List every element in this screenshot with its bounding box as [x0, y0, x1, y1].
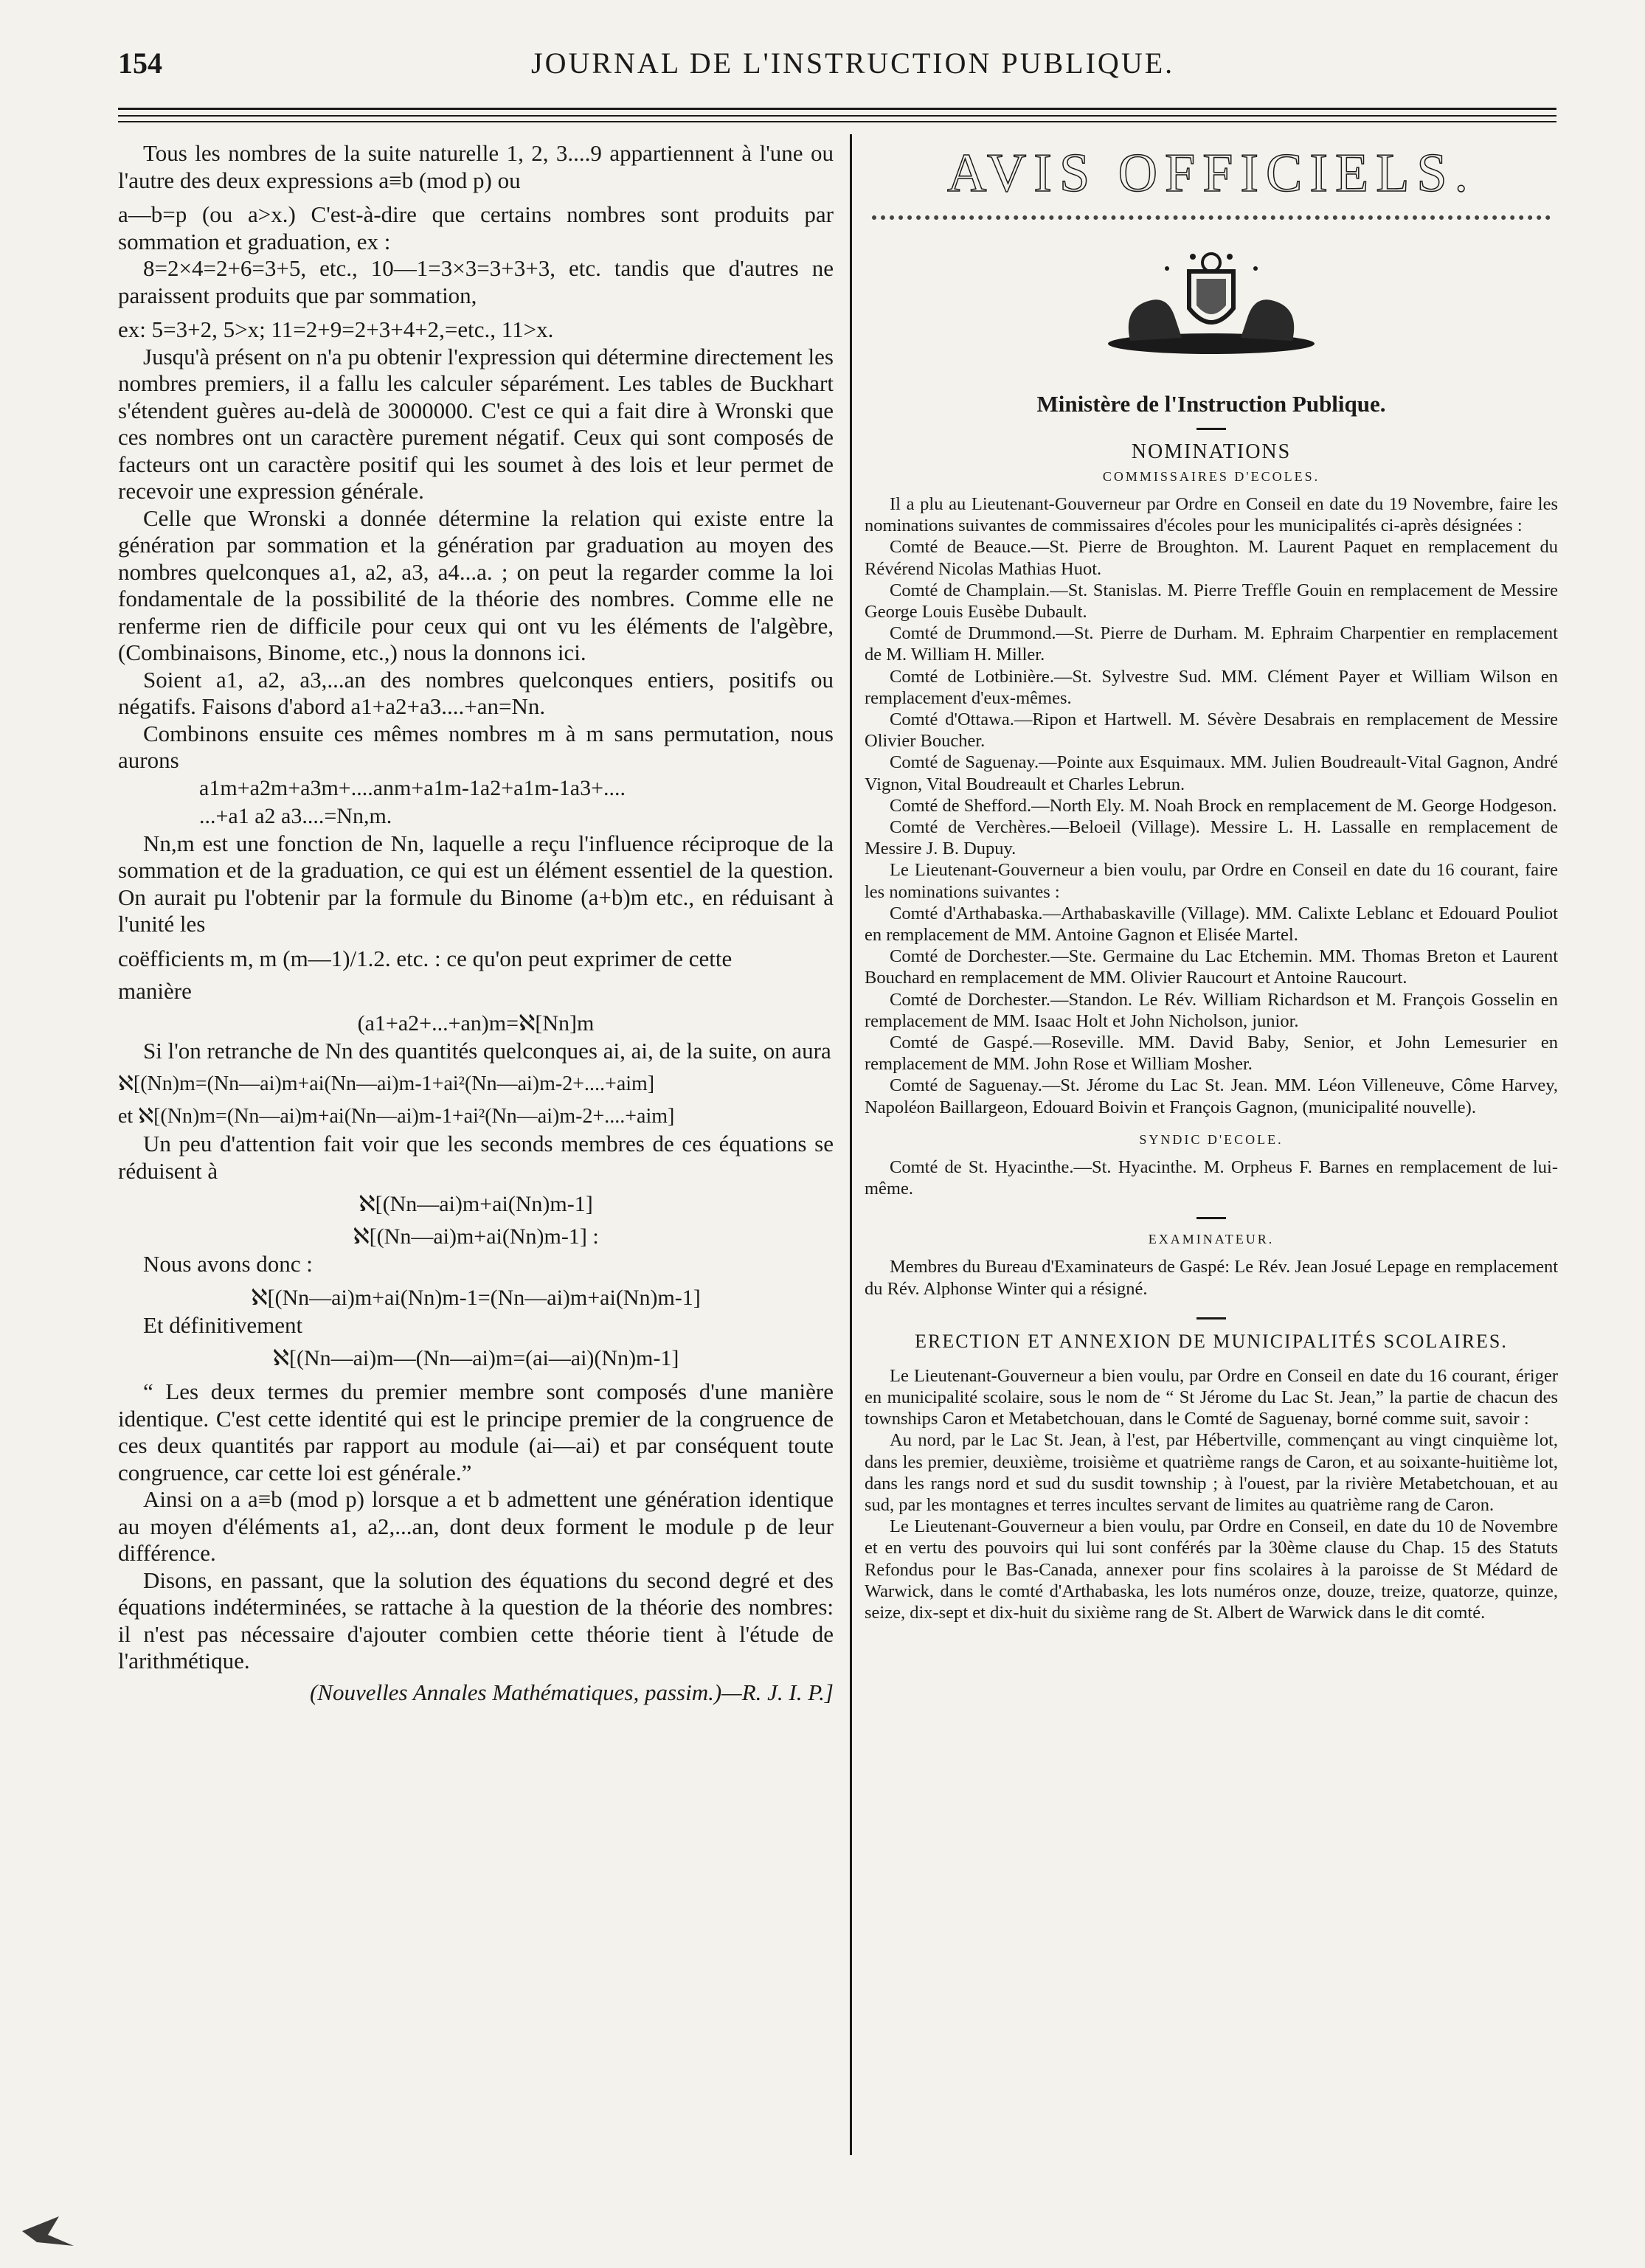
notice-paragraph: Au nord, par le Lac St. Jean, à l'est, par Hébertville, commençant au vingt cinquième lot, dans les premier, deuxième, troisième et quatrième rangs de Caron, et au soixante-huitième lot, dans les rangs nord et sud du susdit township ; à l'ouest, par la rivière Metabetchouan, et au sud, par les montagnes et terres incultes servant de limites au quatrième rang de Caron.: [865, 1430, 1558, 1515]
divider: [1196, 1317, 1226, 1319]
dotted-rule: [872, 215, 1551, 220]
commissaires-heading: COMMISSAIRES D'ECOLES.: [1102, 469, 1320, 484]
equation: ℵ[(Nn)m=(Nn—ai)m+ai(Nn—ai)m-1+ai²(Nn—ai)m-2+....+aim]: [118, 1072, 655, 1095]
paragraph: manière: [118, 978, 192, 1004]
paragraph: 8=2×4=2+6=3+5, etc., 10—1=3×3=3+3+3, etc. tandis que d'autres ne paraissent produits que par sommation,: [118, 255, 834, 308]
notice-paragraph: Comté de Shefford.—North Ely. M. Noah Brock en remplacement de M. George Hodgeson.: [890, 795, 1557, 816]
equation: ℵ[(Nn—ai)m+ai(Nn)m-1=(Nn—ai)m+ai(Nn)m-1]: [251, 1285, 701, 1310]
notice-paragraph: Comté de Saguenay.—St. Jérome du Lac St. Jean. MM. Léon Villeneuve, Côme Harvey, Napoléon Baillargeon, Edouard Boivin et François Gagnon, (municipalité nouvelle).: [865, 1075, 1558, 1117]
paragraph: Ainsi on a a≡b (mod p) lorsque a et b admettent une génération identique au moyen d'éléments a1, a2,...an, dont deux forment le module p de leur différence.: [118, 1486, 834, 1566]
paragraph: coëfficients m, m (m—1)/1.2. etc. : ce qu'on peut exprimer de cette: [118, 945, 733, 971]
equation: et ℵ[(Nn)m=(Nn—ai)m+ai(Nn—ai)m-1+ai²(Nn—ai)m-2+....+aim]: [118, 1105, 675, 1128]
notice-paragraph: Le Lieutenant-Gouverneur a bien voulu, par Ordre en Conseil en date du 16 courant, ériger en municipalité scolaire, sous le nom de “ St Jérome du Lac St. Jean,” la partie de chacun des townships Caron et Metabetchouan, dans le Comté de Saguenay, borné comme suit, savoir :: [865, 1365, 1558, 1429]
divider: [1196, 1217, 1226, 1219]
paragraph: Celle que Wronski a donnée détermine la relation qui existe entre la génération par sommation et la génération par graduation au moyen des nombres quelconques a1, a2, a3, a4...a. ; on peut la regarder comme la loi fondamentale de la possibilité de la théorie des nombres. Comme elle ne renferme rien de difficile pour ceux qui ont vu les éléments de l'algèbre, (Combinaisons, Binome, etc.,) nous la donnons ici.: [118, 504, 834, 665]
page-header: [118, 46, 1556, 97]
right-column-official-notices: [865, 140, 1558, 1623]
equation: (a1+a2+...+an)m=ℵ[Nn]m: [357, 1010, 595, 1036]
paragraph: “ Les deux termes du premier membre sont composés d'une manière identique. C'est cette identité qui est le principe premier de la congruence de ces deux quantités par rapport au module (ai—ai) et par conséquent toute congruence, car cette loi est générale.”: [118, 1379, 834, 1485]
left-column-article: [118, 140, 834, 1706]
journal-title: JOURNAL DE L'INSTRUCTION PUBLIQUE.: [531, 46, 1175, 80]
header-rule-middle: [118, 115, 1556, 117]
notice-paragraph: Comté de Lotbinière.—St. Sylvestre Sud. MM. Clément Payer et William Wilson en remplacement d'eux-mêmes.: [865, 666, 1558, 708]
notice-paragraph: Membres du Bureau d'Examinateurs de Gaspé: Le Rév. Jean Josué Lepage en remplacement du Rév. Alphonse Winter qui a résigné.: [865, 1257, 1558, 1299]
header-rule-bottom: [118, 121, 1556, 122]
notice-paragraph: Comté de Champlain.—St. Stanislas. M. Pierre Treffle Gouin en remplacement de Messire George Louis Eusèbe Dubault.: [865, 580, 1558, 623]
ink-blot-icon: [15, 2202, 81, 2261]
notice-paragraph: Comté de Dorchester.—Standon. Le Rév. William Richardson et M. François Gosselin en remplacement de MM. Isaac Holt et John Nicholson, junior.: [865, 989, 1558, 1031]
header-rule-top: [118, 108, 1556, 110]
syndic-heading: SYNDIC D'ECOLE.: [1139, 1131, 1284, 1147]
notice-paragraph: Comté de Verchères.—Beloeil (Village). Messire L. H. Lassalle en remplacement de Messire J. B. Dupuy.: [865, 817, 1558, 859]
paragraph: ex: 5=3+2, 5>x; 11=2+9=2+3+4+2,=etc., 11>x.: [118, 316, 554, 342]
notice-paragraph: Comté de Saguenay.—Pointe aux Esquimaux. MM. Julien Boudreault-Vital Gagnon, André Vignon, Vital Boudreault et Charles Lebrun.: [865, 752, 1558, 794]
notice-paragraph: Comté de Drummond.—St. Pierre de Durham. M. Ephraim Charpentier en remplacement de M. William H. Miller.: [865, 623, 1558, 665]
paragraph: Et définitivement: [143, 1311, 303, 1338]
page-number: 154: [118, 46, 162, 80]
notice-paragraph: Comté de Gaspé.—Roseville. MM. David Baby, Senior, et John Lemesurier en remplacement de MM. John Rose et William Mosher.: [865, 1033, 1558, 1075]
notice-paragraph: Le Lieutenant-Gouverneur a bien voulu, par Ordre en Conseil en date du 16 courant, faire les nominations suivantes :: [865, 860, 1558, 902]
divider: [1196, 428, 1226, 430]
examinateur-heading: EXAMINATEUR.: [1148, 1232, 1275, 1247]
erection-heading: ERECTION ET ANNEXION DE MUNICIPALITÉS SCOLAIRES.: [915, 1330, 1508, 1352]
source-citation: (Nouvelles Annales Mathématiques, passim.)—R. J. I. P.]: [309, 1679, 834, 1705]
paragraph: Nous avons donc :: [143, 1251, 313, 1277]
equation: ℵ[(Nn—ai)m—(Nn—ai)m=(ai—ai)(Nn)m-1]: [272, 1346, 679, 1370]
equation: ℵ[(Nn—ai)m+ai(Nn)m-1]: [359, 1192, 593, 1216]
notice-paragraph: Comté d'Arthabaska.—Arthabaskaville (Village). MM. Calixte Leblanc et Edouard Pouliot en remplacement de MM. Antoine Gagnon et Elisée Martel.: [865, 903, 1558, 946]
avis-officiels-title: AVIS OFFICIELS.: [946, 143, 1476, 204]
notice-paragraph: Le Lieutenant-Gouverneur a bien voulu, par Ordre en Conseil, en date du 10 de Novembre et en vertu des pouvoirs qui lui sont conférés par la 30ème clause du Chap. 15 des Statuts Refondus pour le Bas-Canada, annexer pour fins scolaires à la paroisse de St Médard de Warwick, dans le comté d'Arthabaska, les lots numéros onze, douze, treize, quatorze, quinze, seize, dix-sept et dix-huit du sixième rang de St. Albert de Warwick dans le dit comté.: [865, 1516, 1558, 1623]
notice-paragraph: Il a plu au Lieutenant-Gouverneur par Ordre en Conseil en date du 19 Novembre, faire les nominations suivantes de commissaires d'écoles pour les municipalités ci-après désignées :: [865, 494, 1558, 536]
paragraph: Combinons ensuite ces mêmes nombres m à m sans permutation, nous aurons: [118, 720, 834, 773]
equation: ℵ[(Nn—ai)m+ai(Nn)m-1] :: [353, 1224, 599, 1249]
equation: a1m+a2m+a3m+....anm+a1m-1a2+a1m-1a3+....: [199, 775, 626, 800]
paragraph: Nn,m est une fonction de Nn, laquelle a reçu l'influence réciproque de la sommation et de la graduation, ce qui est un élément essentiel de la question. On aurait pu l'obtenir par la formule du Binome (a+b)m etc., en réduisant à l'unité les: [118, 830, 834, 937]
nominations-heading: NOMINATIONS: [1131, 440, 1292, 463]
paragraph: Un peu d'attention fait voir que les seconds membres de ces équations se réduisent à: [118, 1131, 834, 1184]
paragraph: Tous les nombres de la suite naturelle 1, 2, 3....9 appartiennent à l'une ou l'autre des deux expressions a≡b (mod p) ou: [118, 140, 834, 193]
notice-paragraph: Comté de St. Hyacinthe.—St. Hyacinthe. M. Orpheus F. Barnes en remplacement de lui-même.: [865, 1156, 1558, 1199]
notice-paragraph: Comté de Beauce.—St. Pierre de Broughton. M. Laurent Paquet en remplacement du Révérend Nicolas Mathias Huot.: [865, 537, 1558, 579]
paragraph: Soient a1, a2, a3,...an des nombres quelconques entiers, positifs ou négatifs. Faisons d'abord a1+a2+a3....+an=Nn.: [118, 666, 834, 719]
equation: ...+a1 a2 a3....=Nn,m.: [199, 803, 392, 828]
paragraph: Si l'on retranche de Nn des quantités quelconques ai, ai, de la suite, on aura: [143, 1037, 831, 1064]
notice-paragraph: Comté d'Ottawa.—Ripon et Hartwell. M. Sévère Desabrais en remplacement de Messire Olivier Boucher.: [865, 710, 1558, 752]
ministry-title: Ministère de l'Instruction Publique.: [1036, 391, 1386, 417]
notice-paragraph: Comté de Dorchester.—Ste. Germaine du Lac Etchemin. MM. Thomas Breton et Laurent Bouchard en remplacement de MM. Olivier Raucourt et Antoine Raucourt.: [865, 946, 1558, 988]
paragraph: Jusqu'à présent on n'a pu obtenir l'expression qui détermine directement les nombres premiers, il a fallu les calculer séparément. Les tables de Buckhart s'étendent guères au-delà de 3000000. C'est ce qui a fait dire à Wronski que ces nombres ont un caractère purement négatif. Ceux qui sont composés de facteurs ont un caractère positif qui les soumet à des lois et leur permet de recevoir une expression générale.: [118, 343, 834, 504]
paragraph: Disons, en passant, que la solution des équations du second degré et des équations indéterminées, se rattache à la question de la théorie des nombres: il n'est pas nécessaire d'ajouter combien cette théorie tient à l'étude de l'arithmétique.: [118, 1567, 834, 1674]
coat-of-arms-icon: [1078, 249, 1344, 360]
coat-of-arms-emblem: [865, 249, 1558, 360]
paragraph: a—b=p (ou a>x.) C'est-à-dire que certains nombres sont produits par sommation et graduation, ex :: [118, 201, 834, 254]
column-divider: [850, 134, 852, 2155]
